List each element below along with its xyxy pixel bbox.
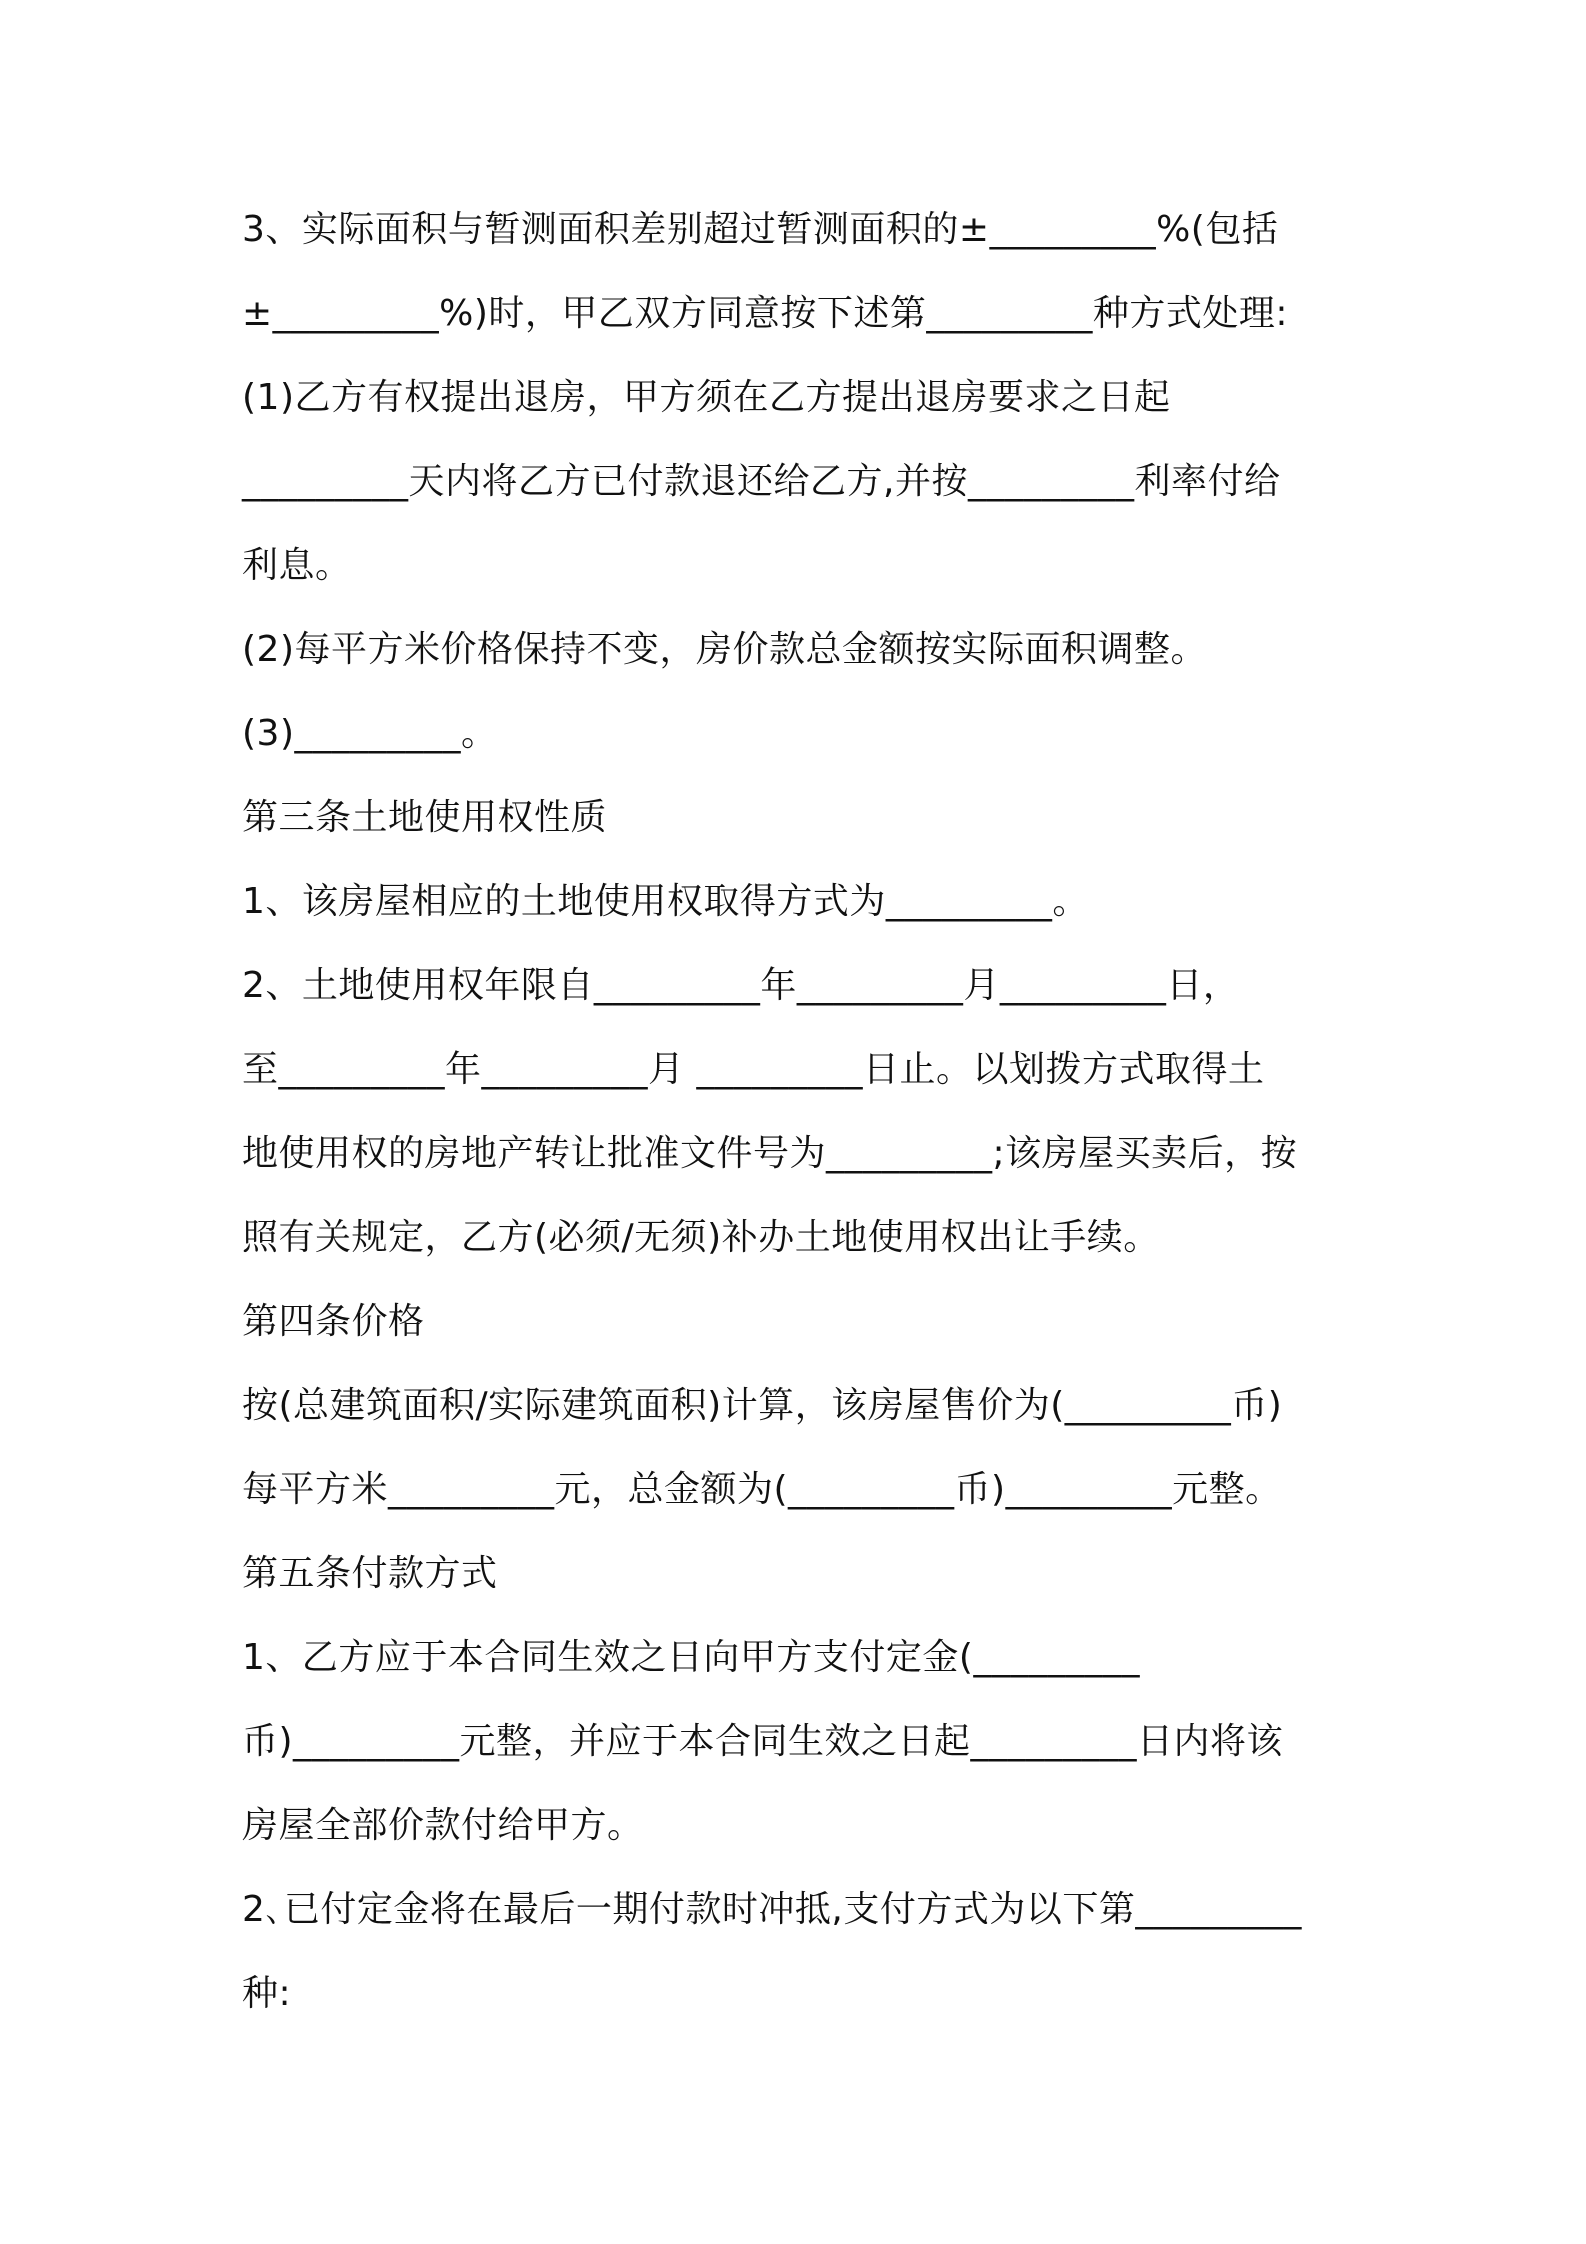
text-line-article4-price-cont: 每平方米_________元，总金额为(_________币)_________元整。: [242, 1469, 1282, 1510]
text-line-article4-price: 按(总建筑面积/实际建筑面积)计算，该房屋售价为(_________币): [242, 1385, 1283, 1426]
text-line-option1-end: 利息。: [242, 545, 352, 586]
text-line-option2: (2)每平方米价格保持不变，房价款总金额按实际面积调整。: [242, 629, 1207, 670]
text-line-article5-item1: 1、乙方应于本合同生效之日向甲方支付定金(_________: [242, 1637, 1140, 1678]
text-line-article5-item1-end: 房屋全部价款付给甲方。: [242, 1805, 644, 1846]
heading-article-5: 第五条付款方式: [242, 1553, 498, 1594]
text-line-article5-item2: 2､已付定金将在最后一期付款时冲抵,支付方式为以下第_________: [242, 1889, 1302, 1930]
text-line-option3: (3)_________。: [242, 713, 498, 754]
text-line-option1-cont: _________天内将乙方已付款退还给乙方,并按_________利率付给: [242, 461, 1281, 502]
text-line-clause3-item3-cont: ±_________%)时，甲乙双方同意按下述第_________种方式处理:: [242, 293, 1289, 334]
heading-article-3: 第三条土地使用权性质: [242, 797, 608, 838]
text-line-clause3-item3: 3、实际面积与暂测面积差别超过暂测面积的±_________%(包括: [242, 209, 1279, 250]
text-line-article5-item2-end: 种:: [242, 1973, 292, 2014]
text-line-option1: (1)乙方有权提出退房，甲方须在乙方提出退房要求之日起: [242, 377, 1171, 418]
text-line-article3-item2-cont2: 地使用权的房地产转让批准文件号为_________;该房屋买卖后，按: [242, 1133, 1298, 1174]
text-line-article3-item2: 2、土地使用权年限自_________年_________月_________日，: [242, 965, 1240, 1006]
text-line-article3-item2-end: 照有关规定，乙方(必须/无须)补办土地使用权出让手续。: [242, 1217, 1160, 1258]
text-line-article3-item1: 1、该房屋相应的土地使用权取得方式为_________。: [242, 881, 1089, 922]
heading-article-4: 第四条价格: [242, 1301, 425, 1342]
text-line-article5-item1-cont: 币)_________元整，并应于本合同生效之日起_________日内将该: [242, 1721, 1284, 1762]
text-line-article3-item2-cont: 至_________年_________月 _________日止。以划拨方式取得土: [242, 1049, 1265, 1090]
